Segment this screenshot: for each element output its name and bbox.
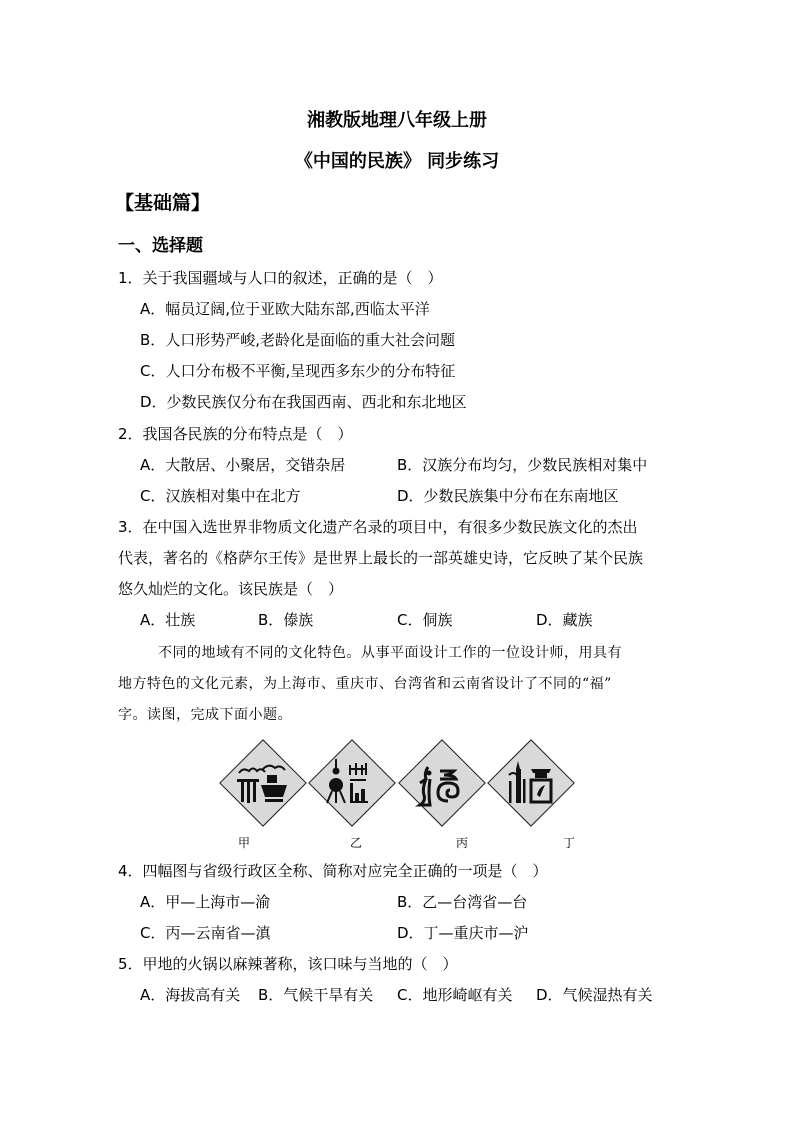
figure-label-ding: 丁: [563, 836, 576, 850]
option-d: D．少数民族集中分布在东南地区: [397, 487, 619, 505]
figure-label-bing: 丙: [456, 836, 469, 850]
fu-shanghai-icon: [308, 739, 394, 825]
section-label: 【基础篇】: [115, 192, 211, 214]
question-stem: 5．甲地的火锅以麻辣著称，该口味与当地的（ ）: [118, 955, 458, 973]
fu-chongqing-icon: [219, 739, 305, 825]
document-subtitle: 《中国的民族》 同步练习: [294, 151, 500, 172]
option-c: C．地形崎岖有关: [397, 986, 513, 1004]
option-b: B．汉族分布均匀，少数民族相对集中: [397, 456, 648, 474]
option-c: C．汉族相对集中在北方: [140, 487, 301, 505]
option-d: D．气候湿热有关: [536, 986, 653, 1004]
option-b: B．傣族: [258, 611, 314, 629]
question-stem-line-1: 3．在中国入选世界非物质文化遗产名录的项目中，有很多少数民族文化的杰出: [118, 518, 638, 536]
question-stem: 2．我国各民族的分布特点是（ ）: [118, 425, 353, 443]
option-b: B．气候干旱有关: [258, 986, 374, 1004]
passage-line-1: 不同的地域有不同的文化特色。从事平面设计工作的一位设计师，用具有: [158, 645, 622, 661]
option-a: A．甲—上海市—渝: [140, 893, 271, 911]
option-a: A．大散居、小聚居，交错杂居: [140, 456, 346, 474]
option-b: B．乙—台湾省—台: [397, 893, 528, 911]
question-stem-line-2: 代表，著名的《格萨尔王传》是世界上最长的一部英雄史诗，它反映了某个民族: [118, 549, 644, 567]
fu-diamond-yi: [308, 739, 394, 825]
option-d: D．丁—重庆市—沪: [397, 924, 529, 942]
option-a: A．海拔高有关: [140, 986, 241, 1004]
option-d: D．藏族: [536, 611, 593, 629]
document-title: 湘教版地理八年级上册: [307, 110, 487, 131]
figure-label-jia: 甲: [238, 836, 251, 850]
passage-line-3: 字。读图，完成下面小题。: [118, 707, 292, 723]
part-heading: 一、选择题: [118, 236, 203, 256]
fu-diamond-jia: [219, 739, 305, 825]
fu-diamond-ding: [487, 739, 573, 825]
question-stem: 1．关于我国疆域与人口的叙述，正确的是（ ）: [118, 269, 443, 287]
fu-diamond-bing: [398, 739, 484, 825]
option-d: D．少数民族仅分布在我国西南、西北和东北地区: [140, 393, 467, 411]
question-stem-line-3: 悠久灿烂的文化。该民族是（ ）: [118, 580, 344, 598]
option-c: C．丙—云南省—滇: [140, 924, 271, 942]
option-c: C．侗族: [397, 611, 453, 629]
option-c: C．人口分布极不平衡,呈现西多东少的分布特征: [140, 362, 456, 380]
option-b: B．人口形势严峻,老龄化是面临的重大社会问题: [140, 331, 456, 349]
option-a: A．幅员辽阔,位于亚欧大陆东部,西临太平洋: [140, 300, 430, 318]
fu-yunnan-icon: [398, 739, 484, 825]
option-a: A．壮族: [140, 611, 196, 629]
figure-label-yi: 乙: [350, 836, 363, 850]
fu-taiwan-icon: [487, 739, 573, 825]
question-stem: 4．四幅图与省级行政区全称、简称对应完全正确的一项是（ ）: [118, 862, 548, 880]
passage-line-2: 地方特色的文化元素，为上海市、重庆市、台湾省和云南省设计了不同的“福”: [118, 676, 612, 692]
